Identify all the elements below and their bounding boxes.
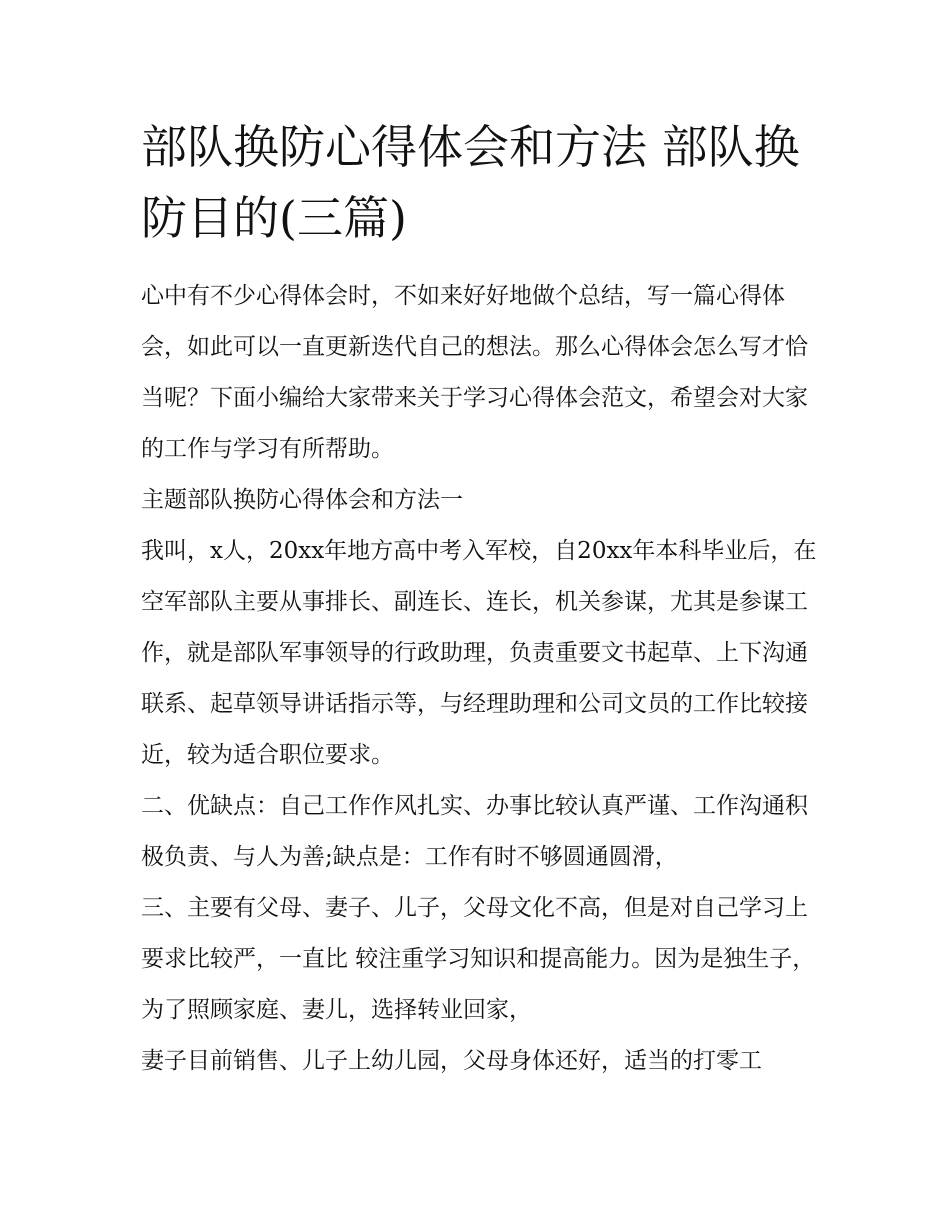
paragraph-family-status: 妻子目前销售、儿子上幼儿园，父母身体还好，适当的打零工 <box>141 1048 762 1074</box>
document-body <box>141 112 821 1087</box>
paragraph-intro: 心中有不少心得体会时，不如来好好地做个总结，写一篇心得体会，如此可以一直更新迭代自己的想法。那么心得体会怎么写才恰当呢？下面小编给大家带来关于学习心得体会范文，希望会对大家的工作与学习有所帮助。 <box>141 283 808 462</box>
document-title: 部队换防心得体会和方法 部队换防目的(三篇) <box>141 120 800 245</box>
paragraph-self-introduction: 我叫，x人，20xx年地方高中考入军校，自20xx年本科毕业后，在空军部队主要从事排长、副连长、连长，机关参谋，尤其是参谋工作，就是部队军事领导的行政助理，负责重要文书起草、上下沟通联系、起草领导讲话指示等，与经理助理和公司文员的工作比较接近，较为适合职位要求。 <box>141 538 817 768</box>
paragraph-family: 三、主要有父母、妻子、儿子，父母文化不高，但是对自己学习上要求比较严，一直比 较注重学习知识和提高能力。因为是独生子，为了照顾家庭、妻儿，选择转业回家， <box>141 895 816 1023</box>
paragraph-topic-heading: 主题部队换防心得体会和方法一 <box>141 487 463 513</box>
paragraph-strengths-weaknesses: 二、优缺点：自己工作作风扎实、办事比较认真严谨、工作沟通积极负责、与人为善;缺点是：工作有时不够圆通圆滑， <box>141 793 808 870</box>
